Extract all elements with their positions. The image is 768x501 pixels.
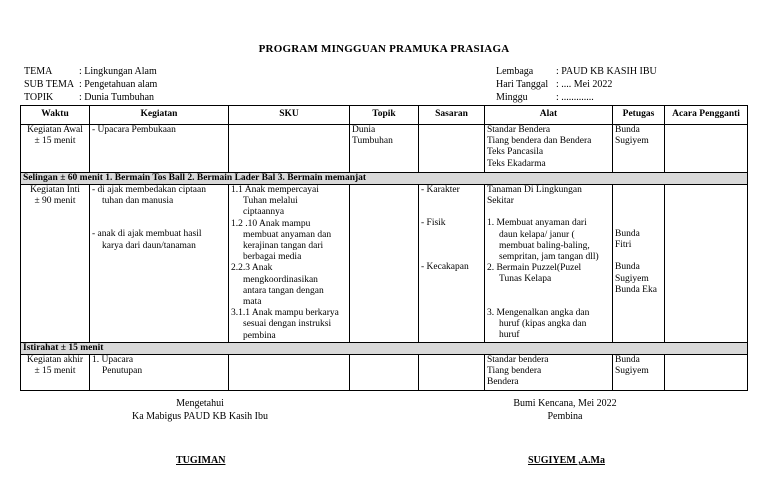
petugas-item: Bunda bbox=[615, 355, 640, 365]
signature-right-name: SUGIYEM ,A.Ma bbox=[528, 455, 605, 466]
meta-value: : Lingkungan Alam bbox=[79, 66, 157, 77]
cell-acara-pengganti bbox=[665, 125, 748, 173]
alat-item: Teks Pancasila bbox=[487, 147, 544, 158]
sku-line: 2.2.3 Anak bbox=[231, 263, 273, 274]
sku-line: mengkoordinasikan bbox=[243, 274, 318, 285]
petugas-item bbox=[615, 251, 662, 262]
signature-left bbox=[110, 397, 290, 423]
kegiatan-item: - di ajak membedakan ciptaan bbox=[92, 185, 206, 195]
table-row-akhir bbox=[21, 355, 748, 391]
cell-acara-pengganti bbox=[665, 355, 748, 391]
waktu-label: Kegiatan akhir bbox=[26, 355, 84, 365]
cell-petugas bbox=[613, 355, 665, 391]
table-header-row bbox=[21, 106, 748, 125]
meta-value: : Dunia Tumbuhan bbox=[79, 92, 155, 103]
kegiatan-item: - anak di ajak membuat hasil bbox=[92, 229, 202, 240]
alat-line bbox=[487, 297, 610, 308]
alat-item: Bendera bbox=[487, 377, 519, 388]
meta-key: TOPIK bbox=[24, 92, 54, 103]
signature-left-name: TUGIMAN bbox=[176, 455, 226, 466]
alat-line: Sekitar bbox=[487, 196, 514, 207]
col-header-sasaran: Sasaran bbox=[419, 106, 485, 125]
meta-value: : ............. bbox=[556, 92, 594, 103]
cell-alat bbox=[485, 125, 613, 173]
waktu-label: Kegiatan Awal bbox=[27, 125, 83, 135]
kegiatan-item-cont: tuhan dan manusia bbox=[102, 196, 174, 207]
meta-row-minggu bbox=[496, 91, 657, 104]
alat-line: huruf bbox=[499, 330, 520, 341]
meta-right bbox=[496, 65, 657, 104]
sku-line: antara tangan dengan bbox=[243, 285, 324, 296]
alat-line: huruf (kipas angka dan bbox=[499, 318, 587, 329]
cell-waktu bbox=[21, 355, 90, 391]
alat-line bbox=[487, 286, 610, 297]
alat-line: Tunas Kelapa bbox=[499, 274, 552, 285]
alat-line: Tanaman Di Lingkungan bbox=[487, 185, 582, 195]
place-date-text: Bumi Kencana, Mei 2022 bbox=[513, 398, 617, 409]
col-header-topik: Topik bbox=[350, 106, 419, 125]
petugas-item: Bunda Eka bbox=[615, 284, 657, 295]
sku-line: mata bbox=[243, 297, 262, 308]
alat-item: Teks Ekadarma bbox=[487, 158, 546, 169]
meta-key: Lembaga bbox=[496, 66, 534, 77]
petugas-item: Bunda bbox=[615, 125, 640, 135]
sasaran-item: - Kecakapan bbox=[421, 262, 469, 273]
sku-line: membuat anyaman dan bbox=[243, 229, 332, 240]
alat-line bbox=[487, 207, 610, 218]
cell-topik bbox=[350, 185, 419, 343]
sku-line: 3.1.1 Anak mampu berkarya bbox=[231, 308, 339, 319]
meta-row-hari-tanggal bbox=[496, 78, 657, 91]
waktu-duration: ± 90 menit bbox=[34, 196, 76, 207]
cell-kegiatan bbox=[90, 355, 229, 391]
ka-mabigus-text: Ka Mabigus PAUD KB Kasih Ibu bbox=[131, 411, 269, 422]
sku-line: kerajinan tangan dari bbox=[243, 241, 324, 252]
waktu-duration: ± 15 menit bbox=[34, 136, 76, 147]
alat-line: 1. Membuat anyaman dari bbox=[487, 218, 587, 229]
table-row-inti bbox=[21, 185, 748, 343]
meta-key: SUB TEMA bbox=[24, 79, 75, 90]
cell-alat bbox=[485, 185, 613, 343]
cell-waktu bbox=[21, 185, 90, 343]
meta-row-topik bbox=[24, 91, 157, 104]
meta-row-lembaga bbox=[496, 65, 657, 78]
cell-topik bbox=[350, 125, 419, 173]
signature-right bbox=[485, 397, 645, 423]
cell-kegiatan bbox=[90, 185, 229, 343]
meta-row-tema bbox=[24, 65, 157, 78]
alat-item: Tiang bendera dan Bendera bbox=[487, 136, 592, 147]
cell-alat bbox=[485, 355, 613, 391]
cell-acara-pengganti bbox=[665, 185, 748, 343]
alat-line: membuat baling-baling, bbox=[499, 240, 590, 251]
sku-line: sesuai dengan instruksi bbox=[243, 319, 332, 330]
kegiatan-item-cont: Penutupan bbox=[102, 366, 143, 377]
table-row-istirahat bbox=[21, 343, 748, 355]
topik-text: Tumbuhan bbox=[352, 136, 393, 147]
cell-kegiatan bbox=[90, 125, 229, 173]
meta-value: : .... Mei 2022 bbox=[556, 79, 613, 90]
cell-sasaran bbox=[419, 125, 485, 173]
meta-left bbox=[24, 65, 157, 104]
meta-key: TEMA bbox=[24, 66, 53, 77]
petugas-item: Fitri bbox=[615, 240, 632, 251]
col-header-kegiatan: Kegiatan bbox=[90, 106, 229, 125]
table-row-awal bbox=[21, 125, 748, 173]
alat-item: Standar Bendera bbox=[487, 125, 551, 135]
cell-sasaran bbox=[419, 355, 485, 391]
cell-sku bbox=[229, 355, 350, 391]
meta-value: : Pengetahuan alam bbox=[79, 79, 158, 90]
topik-text: Dunia bbox=[352, 125, 376, 135]
waktu-duration: ± 15 menit bbox=[34, 366, 76, 377]
table-row-selingan bbox=[21, 173, 748, 185]
sku-line: 1.2 .10 Anak mampu bbox=[231, 218, 311, 229]
cell-petugas bbox=[613, 185, 665, 343]
istirahat-text: Istirahat ± 15 menit bbox=[21, 343, 748, 355]
sku-line: 1.1 Anak mempercayai bbox=[231, 185, 319, 195]
document-title: PROGRAM MINGGUAN PRAMUKA PRASIAGA bbox=[258, 43, 510, 55]
pembina-text: Pembina bbox=[547, 411, 583, 422]
alat-item: Tiang bendera bbox=[487, 366, 542, 377]
kegiatan-item-cont: karya dari daun/tanaman bbox=[102, 240, 196, 251]
cell-sku bbox=[229, 125, 350, 173]
program-table bbox=[20, 105, 748, 391]
col-header-waktu: Waktu bbox=[21, 106, 90, 125]
meta-value: : PAUD KB KASIH IBU bbox=[556, 66, 657, 77]
cell-petugas bbox=[613, 125, 665, 173]
alat-line: 3. Mengenalkan angka dan bbox=[487, 307, 590, 318]
col-header-sku: SKU bbox=[229, 106, 350, 125]
alat-item: Standar bendera bbox=[487, 355, 549, 365]
sasaran-item: - Karakter bbox=[421, 185, 460, 195]
selingan-text: Selingan ± 60 menit 1. Bermain Tos Ball 2. Bermain Lader Bal 3. Bermain memanjat bbox=[21, 173, 748, 185]
kegiatan-item: 1. Upacara bbox=[92, 355, 134, 365]
meta-row-subtema bbox=[24, 78, 157, 91]
waktu-label: Kegiatan Inti bbox=[30, 185, 80, 195]
cell-waktu bbox=[21, 125, 90, 173]
kegiatan-item: - Upacara Pembukaan bbox=[92, 125, 176, 135]
petugas-item: Bunda bbox=[615, 262, 640, 273]
cell-sasaran bbox=[419, 185, 485, 343]
petugas-item: Sugiyem bbox=[615, 136, 649, 147]
alat-line: sempritan, jam tangan dll) bbox=[499, 252, 599, 263]
col-header-acara-pengganti: Acara Pengganti bbox=[665, 106, 748, 125]
col-header-petugas: Petugas bbox=[613, 106, 665, 125]
meta-key: Minggu bbox=[496, 92, 528, 103]
meta-key: Hari Tanggal bbox=[496, 79, 549, 90]
petugas-item: Bunda bbox=[615, 229, 640, 239]
alat-line: 2. Bermain Puzzel(Puzel bbox=[487, 263, 582, 274]
alat-line: daun kelapa/ janur ( bbox=[499, 229, 575, 240]
sku-line: ciptaannya bbox=[243, 207, 285, 218]
sku-line: Tuhan melalui bbox=[243, 196, 298, 207]
sku-line: pembina bbox=[243, 330, 276, 341]
cell-topik bbox=[350, 355, 419, 391]
cell-sku bbox=[229, 185, 350, 343]
petugas-item: Sugiyem bbox=[615, 273, 649, 284]
col-header-alat: Alat bbox=[485, 106, 613, 125]
sasaran-item: - Fisik bbox=[421, 218, 446, 229]
mengetahui-text: Mengetahui bbox=[176, 398, 224, 409]
sku-line: berbagai media bbox=[243, 252, 302, 263]
petugas-item: Sugiyem bbox=[615, 366, 649, 377]
